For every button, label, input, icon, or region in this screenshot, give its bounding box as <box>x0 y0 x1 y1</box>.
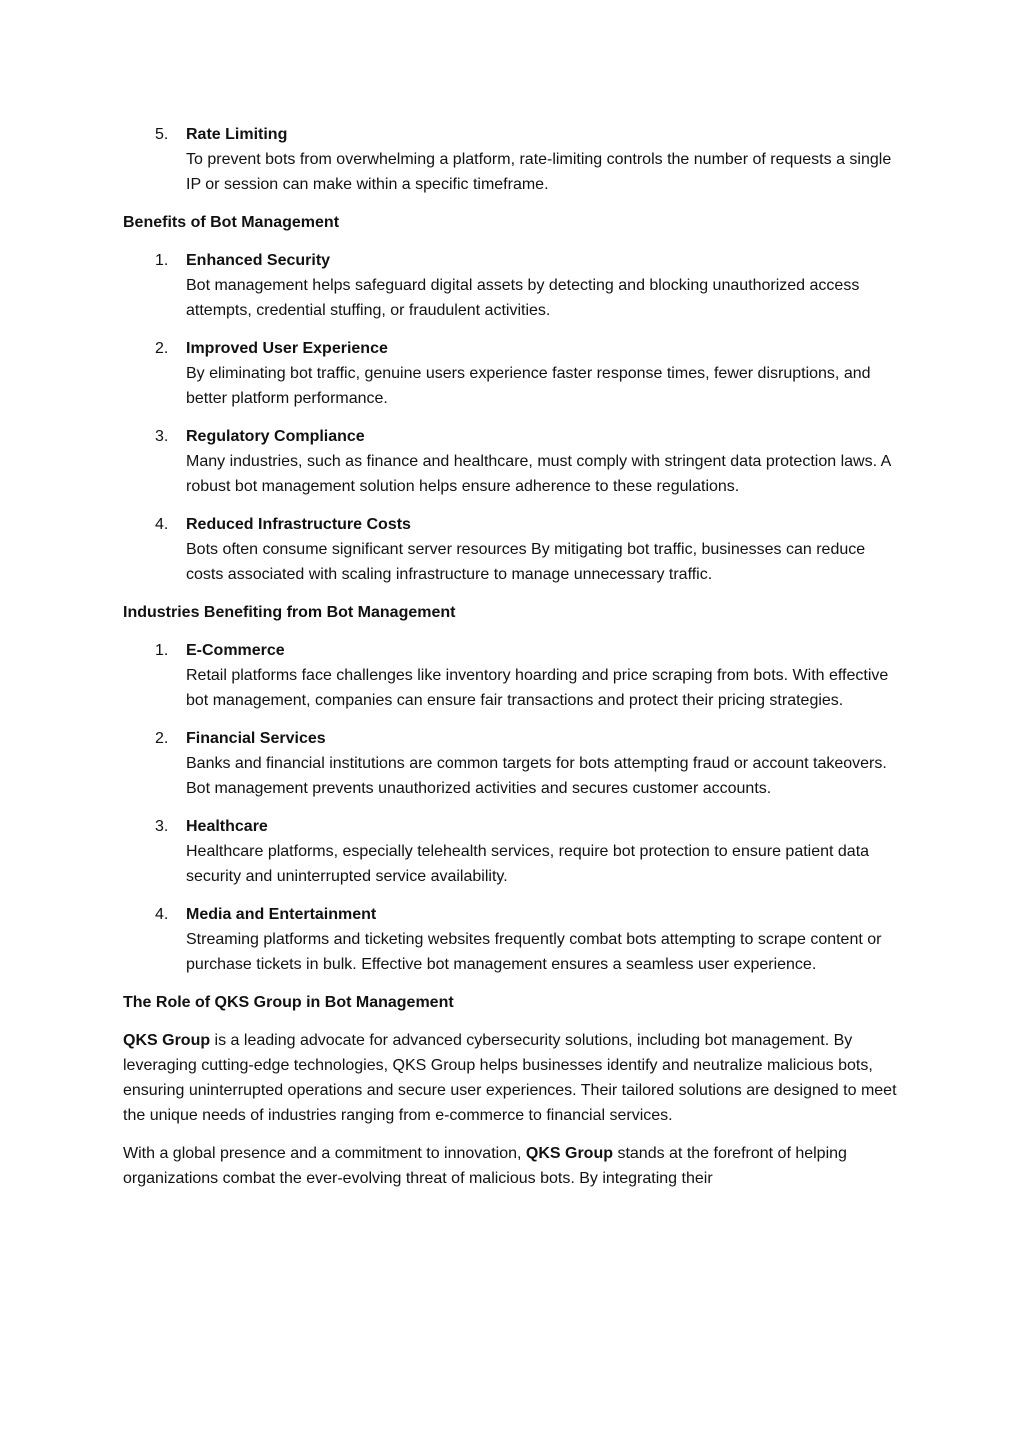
list-number: 4. <box>155 516 169 533</box>
list-number: 3. <box>155 818 169 835</box>
list-item <box>123 902 903 977</box>
paragraph-text: stands at the forefront of helping organizations combat the ever-evolving threat of malicious bots. By integrating their <box>123 1145 847 1187</box>
qks-group-name: QKS Group <box>525 1145 613 1162</box>
paragraph-text: is a leading advocate for advanced cybersecurity solutions, including bot management. By leveraging cutting-edge technologies, QKS Group helps businesses identify and neutralize malicious bots, ensuring uninterrupted operations and secure user experiences. Their tailored solutions are designed to meet the unique needs of industries ranging from e-commerce to financial services. <box>123 1032 897 1124</box>
list-number: 2. <box>155 730 169 747</box>
document-content <box>123 122 903 1204</box>
list-item-body: Streaming platforms and ticketing websites frequently combat bots attempting to scrape content or purchase tickets in bulk. Effective bot management ensures a seamless user experience. <box>186 931 882 973</box>
list-item-body: Bots often consume significant server resources By mitigating bot traffic, businesses can reduce costs associated with scaling infrastructure to manage unnecessary traffic. <box>186 541 866 583</box>
list-item-body: Bot management helps safeguard digital assets by detecting and blocking unauthorized access attempts, credential stuffing, or fraudulent activities. <box>186 277 860 319</box>
qks-paragraph-2 <box>123 1141 903 1191</box>
list-item <box>123 726 903 801</box>
list-item <box>123 336 903 411</box>
list-item-body: Banks and financial institutions are common targets for bots attempting fraud or account takeovers. Bot management prevents unauthorized activities and secures customer accounts. <box>186 755 887 797</box>
list-item-title: Improved User Experience <box>186 340 388 357</box>
list-number: 3. <box>155 428 169 445</box>
list-item-title: E-Commerce <box>186 642 285 659</box>
list-number: 4. <box>155 906 169 923</box>
list-item <box>123 424 903 499</box>
list-item-rate-limiting <box>123 122 903 197</box>
section-heading-industries: Industries Benefiting from Bot Management <box>123 604 456 621</box>
list-item <box>123 814 903 889</box>
section-heading-benefits: Benefits of Bot Management <box>123 214 340 231</box>
list-item <box>123 512 903 587</box>
list-item-body: By eliminating bot traffic, genuine users experience faster response times, fewer disruptions, and better platform performance. <box>186 365 871 407</box>
list-item-title: Reduced Infrastructure Costs <box>186 516 411 533</box>
qks-group-name: QKS Group <box>123 1032 211 1049</box>
qks-paragraph-1 <box>123 1028 903 1128</box>
list-number: 5. <box>155 126 169 143</box>
list-number: 1. <box>155 642 169 659</box>
list-item-title: Media and Entertainment <box>186 906 377 923</box>
list-number: 1. <box>155 252 169 269</box>
list-number: 2. <box>155 340 169 357</box>
list-item-title: Regulatory Compliance <box>186 428 365 445</box>
paragraph-text: With a global presence and a commitment to innovation, <box>123 1145 526 1162</box>
list-item-body: Many industries, such as finance and healthcare, must comply with stringent data protection laws. A robust bot management solution helps ensure adherence to these regulations. <box>186 453 891 495</box>
list-item-body: Retail platforms face challenges like inventory hoarding and price scraping from bots. With effective bot management, companies can ensure fair transactions and protect their pricing strategies. <box>186 667 889 709</box>
section-heading-qks: The Role of QKS Group in Bot Management <box>123 994 454 1011</box>
list-item-title: Financial Services <box>186 730 326 747</box>
list-item <box>123 638 903 713</box>
list-item-title: Rate Limiting <box>186 126 288 143</box>
list-item <box>123 248 903 323</box>
list-item-body: Healthcare platforms, especially telehealth services, require bot protection to ensure patient data security and uninterrupted service availability. <box>186 843 870 885</box>
list-item-body: To prevent bots from overwhelming a platform, rate-limiting controls the number of requests a single IP or session can make within a specific timeframe. <box>186 151 892 193</box>
list-item-title: Enhanced Security <box>186 252 331 269</box>
list-item-title: Healthcare <box>186 818 268 835</box>
